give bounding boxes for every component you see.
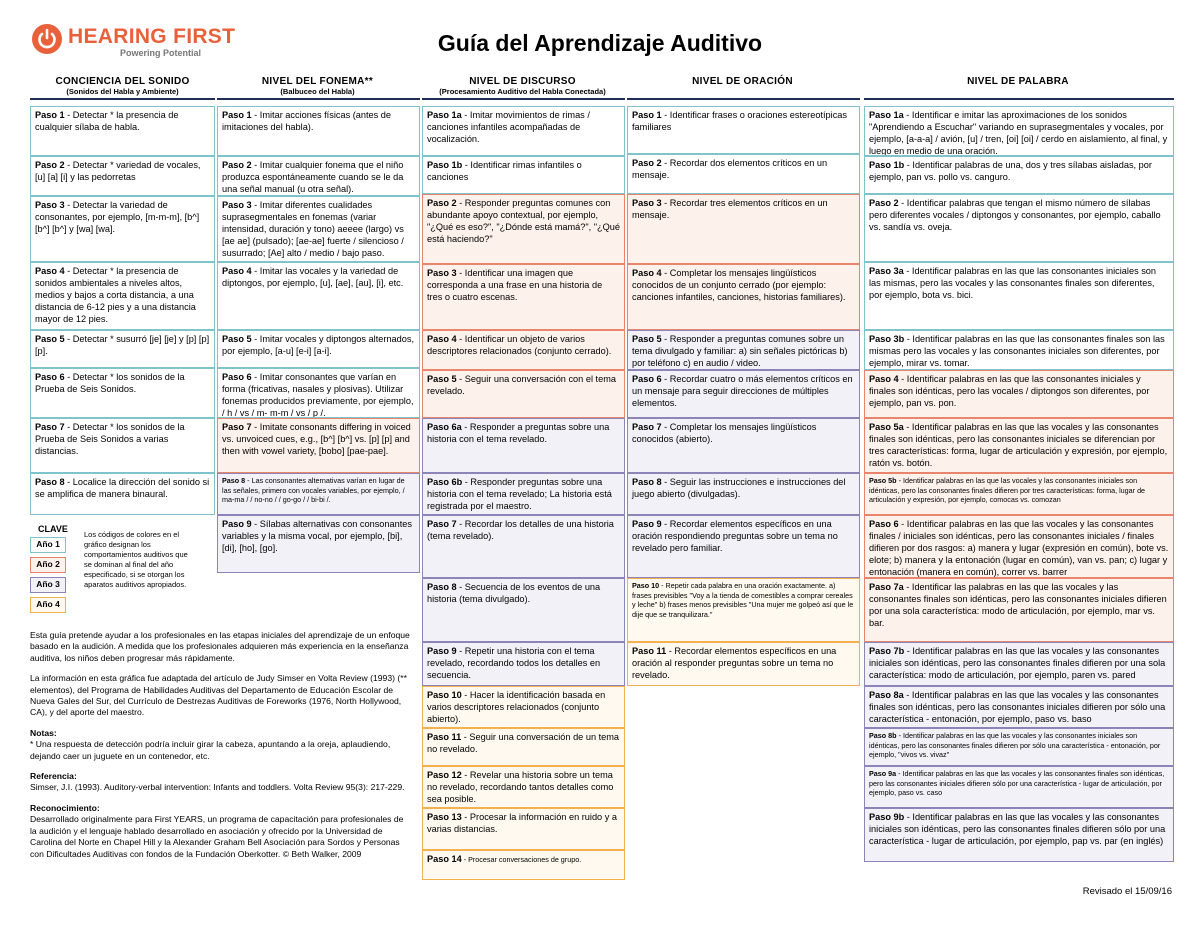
sound-step-cell: Paso 8 - Localice la dirección del sonido si se amplifica de manera binaural. — [30, 473, 215, 515]
header-conciencia: CONCIENCIA DEL SONIDO (Sonidos del Habla y Ambiente) — [55, 76, 190, 96]
discourse-step-cell: Paso 1b - Identificar rimas infantiles o canciones — [422, 156, 625, 194]
word-step-cell: Paso 7b - Identificar palabras en las que las vocales y las consonantes iniciales son idénticas, pero las consonantes finales difieren por una sola característica: modo de articulación, por ejemplo, paren vs. pared — [864, 642, 1174, 686]
discourse-step-cell: Paso 6a - Responder a preguntas sobre una historia con el tema revelado. — [422, 418, 625, 473]
word-step-cell: Paso 5b - Identificar palabras en las que las vocales y las consonantes iniciales son idénticas, pero las consonantes finales difieren por tres características: forma, lugar de articulación y expresión, por ejemplo, comocas vs. comozan — [864, 473, 1174, 515]
legend-year-1: Año 1 — [30, 537, 66, 553]
header-rule — [627, 98, 860, 100]
sound-step-cell: Paso 3 - Detectar la variedad de consonantes, por ejemplo, [m-m-m], [b^] [b^] [b^] y [wa] [wa]. — [30, 196, 215, 262]
sentence-step-cell: Paso 4 - Completar los mensajes lingüísticos conocidos de un conjunto cerrado (por ejemplo: canciones infantiles, canciones, historias familiares). — [627, 264, 860, 330]
logo-name: HEARING FIRST — [68, 25, 236, 48]
phoneme-step-cell: Paso 6 - Imitar consonantes que varían en forma (fricativas, nasales y plosivas). Utilizar fonemas producidos previamente, por ejemplo, / h / vs / m- m-m / vs / p /. — [217, 368, 420, 418]
header-rule — [30, 98, 215, 100]
sentence-step-cell: Paso 3 - Recordar tres elementos críticos en un mensaje. — [627, 194, 860, 264]
sentence-step-cell: Paso 8 - Seguir las instrucciones e instrucciones del juego abierto (divulgadas). — [627, 473, 860, 515]
phoneme-step-cell: Paso 5 - Imitar vocales y diptongos alternados, por ejemplo, [a-u] [e-i] [a-i]. — [217, 330, 420, 368]
phoneme-step-cell: Paso 8 - Las consonantes alternativas varían en lugar de las señales, primero con vocales variables, por ejemplo, / ma-ma / / no-no / / go-go / / bi-bi /. — [217, 473, 420, 515]
header-rule — [864, 98, 1174, 100]
sound-step-cell: Paso 6 - Detectar * los sonidos de la Prueba de Seis Sonidos. — [30, 368, 215, 418]
sound-step-cell: Paso 5 - Detectar * susurró [je] [je] y [p] [p] [p]. — [30, 330, 215, 368]
reference-text: Simser, J.I. (1993). Auditory-verbal intervention: Infants and toddlers. Volta Review 95(3): 217-229. — [30, 782, 405, 793]
header-discurso: NIVEL DE DISCURSO (Procesamiento Auditivo del Habla Conectada) — [439, 76, 606, 96]
legend-year-4: Año 4 — [30, 597, 66, 613]
discourse-step-cell: Paso 2 - Responder preguntas comunes con abundante apoyo contextual, por ejemplo, "¿Qué es eso?", "¿Dónde está mamá?", "¿Qué está haciendo?" — [422, 194, 625, 264]
header-rule — [217, 98, 420, 100]
discourse-step-cell: Paso 10 - Hacer la identificación basada en varios descriptores relacionados (conjunto abierto). — [422, 686, 625, 728]
acknowledgement-text: Desarrollado originalmente para First YEARS, un programa de capacitación para profesionales de la audición y el lenguaje hablado desarrollado en asociación y ofrecido por la Universidad de Carolina del Norte en Chapel Hill y la Alexander Graham Bell Asociación para Sordos y Personas con Dificultades Auditivas con fondos de la Fundación Oberkotter. © Beth Walker, 2009 — [30, 814, 404, 859]
legend-year-2: Año 2 — [30, 557, 66, 573]
sentence-step-cell: Paso 5 - Responder a preguntas comunes sobre un tema divulgado y familiar: a) sin señales pictóricas b) por teléfono c) en audio / video. — [627, 330, 860, 370]
legend-description: Los códigos de colores en el gráfico designan los comportamientos auditivos que se dominan al final del año especificado, si se otorgan los aparatos auditivos apropiados. — [84, 530, 188, 589]
notes-title: Notas: — [30, 727, 57, 738]
notes-text: * Una respuesta de detección podría incluir girar la cabeza, apuntando a la oreja, aplaudiendo, dejando caer un juguete en un contenedor, etc. — [30, 739, 391, 761]
sentence-step-cell: Paso 7 - Completar los mensajes lingüísticos conocidos (abierto). — [627, 418, 860, 473]
discourse-step-cell: Paso 7 - Recordar los detalles de una historia (tema revelado). — [422, 515, 625, 578]
word-step-cell: Paso 9a - Identificar palabras en las que las vocales y las consonantes finales son idénticas, pero las consonantes iniciales difieren sólo por una característica - lugar de articulación, por ejemplo, paso vs. caso — [864, 766, 1174, 808]
discourse-step-cell: Paso 1a - Imitar movimientos de rimas / canciones infantiles acompañadas de vocalización. — [422, 106, 625, 156]
sentence-step-cell: Paso 11 - Recordar elementos específicos en una oración al responder preguntas sobre un tema no revelado. — [627, 642, 860, 686]
sentence-step-cell: Paso 1 - Identificar frases o oraciones estereotípicas familiares — [627, 106, 860, 154]
word-step-cell: Paso 9b - Identificar palabras en las que las vocales y las consonantes iniciales son idénticas, pero las consonantes finales difieren sólo por una característica - lugar de articulación, por ejemplo, pap vs. par (en inglés) — [864, 808, 1174, 862]
discourse-step-cell: Paso 9 - Repetir una historia con el tema revelado, recordando todos los detalles en secuencia. — [422, 642, 625, 686]
source-paragraph: La información en esta gráfica fue adaptada del artículo de Judy Simser en Volta Review (1993) (** elementos), del Programa de Habilidades Auditivas del Departamento de Educación Escolar de Nueva Gales del Sur, del Currículo de Destrezas Auditivas de Foreworks (1976, North Hollywood, CA), y del aporte del maestro. — [30, 673, 407, 718]
logo-tagline: Powering Potential — [120, 48, 202, 58]
discourse-step-cell: Paso 13 - Procesar la información en ruido y a varias distancias. — [422, 808, 625, 850]
phoneme-step-cell: Paso 1 - Imitar acciones físicas (antes de imitaciones del habla). — [217, 106, 420, 156]
discourse-step-cell: Paso 14 - Procesar conversaciones de grupo. — [422, 850, 625, 880]
notes-block — [30, 630, 410, 869]
word-step-cell: Paso 3a - Identificar palabras en las que las consonantes iniciales son las mismas, pero las vocales y las consonantes finales son diferentes, por ejemplo, bota vs. bici. — [864, 262, 1174, 330]
sentence-step-cell: Paso 10 - Repetir cada palabra en una oración exactamente. a) frases previsibles "Voy a la tienda de comestibles a comprar cereales y leche" b) frases menos previsibles "Una mujer me golpeó así que le dije que se tranquilizara." — [627, 578, 860, 642]
word-step-cell: Paso 2 - Identificar palabras que tengan el mismo número de sílabas pero diferentes vocales / diptongos y consonantes, por ejemplo, caballo vs. sandía vs. oveja. — [864, 194, 1174, 262]
phoneme-step-cell: Paso 2 - Imitar cualquier fonema que el niño produzca espontáneamente cuando se le da una señal manual (u otra señal). — [217, 156, 420, 196]
discourse-step-cell: Paso 12 - Revelar una historia sobre un tema no revelado, recordando tantos detalles como sea posible. — [422, 766, 625, 808]
sound-step-cell: Paso 7 - Detectar * los sonidos de la Prueba de Seis Sonidos a varias distancias. — [30, 418, 215, 473]
discourse-step-cell: Paso 4 - Identificar un objeto de varios descriptores relacionados (conjunto cerrado). — [422, 330, 625, 370]
intro-paragraph: Esta guía pretende ayudar a los profesionales en las etapas iniciales del aprendizaje de un enfoque basado en la audición. A medida que los profesionales adquieren más experiencia en la enseñanza auditiva, los niños deben progresar más rápidamente. — [30, 630, 410, 663]
acknowledgement-title: Reconocimiento: — [30, 802, 100, 813]
power-icon — [32, 24, 62, 54]
hearing-first-logo — [32, 24, 236, 64]
legend-year-3: Año 3 — [30, 577, 66, 593]
word-step-cell: Paso 4 - Identificar palabras en las que las consonantes iniciales y finales son idénticas, pero las vocales / diptongos son diferentes, por ejemplo, pan vs. pon. — [864, 370, 1174, 418]
discourse-step-cell: Paso 6b - Responder preguntas sobre una historia con el tema revelado; La historia está registrada por el maestro. — [422, 473, 625, 515]
sound-step-cell: Paso 4 - Detectar * la presencia de sonidos ambientales a niveles altos, medios y bajos a corta distancia, a una distancia de 6-12 pies y a una distancia mayor de 12 pies. — [30, 262, 215, 330]
sentence-step-cell: Paso 9 - Recordar elementos específicos en una oración respondiendo preguntas sobre un tema no revelado pero familiar. — [627, 515, 860, 578]
word-step-cell: Paso 1b - Identificar palabras de una, dos y tres sílabas aisladas, por ejemplo, pan vs. pollo vs. canguro. — [864, 156, 1174, 194]
revised-date: Revisado el 15/09/16 — [1082, 886, 1172, 897]
sentence-step-cell: Paso 2 - Recordar dos elementos críticos en un mensaje. — [627, 154, 860, 194]
sentence-step-cell: Paso 6 - Recordar cuatro o más elementos críticos en un mensaje para seguir direcciones de múltiples elementos. — [627, 370, 860, 418]
discourse-step-cell: Paso 3 - Identificar una imagen que corresponda a una frase en una historia de tres o cuatro escenas. — [422, 264, 625, 330]
discourse-step-cell: Paso 11 - Seguir una conversación de un tema no revelado. — [422, 728, 625, 766]
phoneme-step-cell: Paso 4 - Imitar las vocales y la variedad de diptongos, por ejemplo, [u], [ae], [au], [i], etc. — [217, 262, 420, 330]
header-palabra: NIVEL DE PALABRA — [967, 76, 1069, 87]
sound-step-cell: Paso 2 - Detectar * variedad de vocales, [u] [a] [i] y las pedorretas — [30, 156, 215, 196]
header-oracion: NIVEL DE ORACIÓN — [692, 76, 793, 87]
word-step-cell: Paso 5a - Identificar palabras en las que las vocales y las consonantes finales son idénticas, pero las consonantes iniciales se diferencian por tres características: forma, lugar de articulación y expresión, por ejemplo, ratón vs. botón. — [864, 418, 1174, 473]
discourse-step-cell: Paso 8 - Secuencia de los eventos de una historia (tema divulgado). — [422, 578, 625, 642]
header-rule — [422, 98, 625, 100]
reference-title: Referencia: — [30, 771, 77, 782]
page-title: Guía del Aprendizaje Auditivo — [437, 30, 763, 56]
header-fonema: NIVEL DEL FONEMA** (Balbuceo del Habla) — [261, 76, 374, 96]
word-step-cell: Paso 1a - Identificar e imitar las aproximaciones de los sonidos "Aprendiendo a Escuchar" variando en suprasegmentales y vocales, por ejemplo, [a-a-a] / avión, [u] / tren, [oi] [oi] / cerdo en aislamiento, al final, y luego en medio de una oración. — [864, 106, 1174, 156]
word-step-cell: Paso 8a - Identificar palabras en las que las vocales y las consonantes finales son idénticas, pero las consonantes iniciales difieren por sólo una característica - entonación, por ejemplo, paso vs. baso — [864, 686, 1174, 728]
phoneme-step-cell: Paso 3 - Imitar diferentes cualidades suprasegmentales en fonemas (variar intensidad, duración y tono) aeeee (largo) vs [ae ae] (pulsado); [ae-ae] fuerte / silencioso / susurrado; [Ae] alto / medio / bajo paso. — [217, 196, 420, 262]
word-step-cell: Paso 8b - Identificar palabras en las que las vocales y las consonantes iniciales son idénticas, pero las consonantes finales difieren por sólo una característica - entonación, por ejemplo, "vivos vs. vivaz" — [864, 728, 1174, 766]
word-step-cell: Paso 6 - Identificar palabras en las que las vocales y las consonantes finales / iniciales son idénticas, pero las consonantes iniciales / finales difieren por dos rasgos: a) manera y lugar (expresión en común), bote vs. elote; b) manera y la entonación (lugar en común), van vs. pan; c) lugar y entonación (manera en común), correr vs. barrer — [864, 515, 1174, 578]
discourse-step-cell: Paso 5 - Seguir una conversación con el tema revelado. — [422, 370, 625, 418]
phoneme-step-cell: Paso 7 - Imitate consonants differing in voiced vs. unvoiced cues, e.g., [b^] [b^] vs. [p] [p] and then with vowel variety, [bobo] [pae-pae]. — [217, 418, 420, 473]
legend-title: CLAVE — [38, 524, 68, 534]
phoneme-step-cell: Paso 9 - Sílabas alternativas con consonantes variables y la misma vocal, por ejemplo, [bi], [di], [ho], [go]. — [217, 515, 420, 573]
word-step-cell: Paso 7a - Identificar las palabras en las que las vocales y las consonantes finales son idénticas, pero las consonantes iniciales difieren por una sola característica: modo de articulación, por ejemplo, mar vs. bar. — [864, 578, 1174, 642]
sound-step-cell: Paso 1 - Detectar * la presencia de cualquier sílaba de habla. — [30, 106, 215, 156]
word-step-cell: Paso 3b - Identificar palabras en las que las consonantes finales son las mismas pero las vocales y las consonantes iniciales son diferentes, por ejemplo, mirar vs. tomar. — [864, 330, 1174, 370]
